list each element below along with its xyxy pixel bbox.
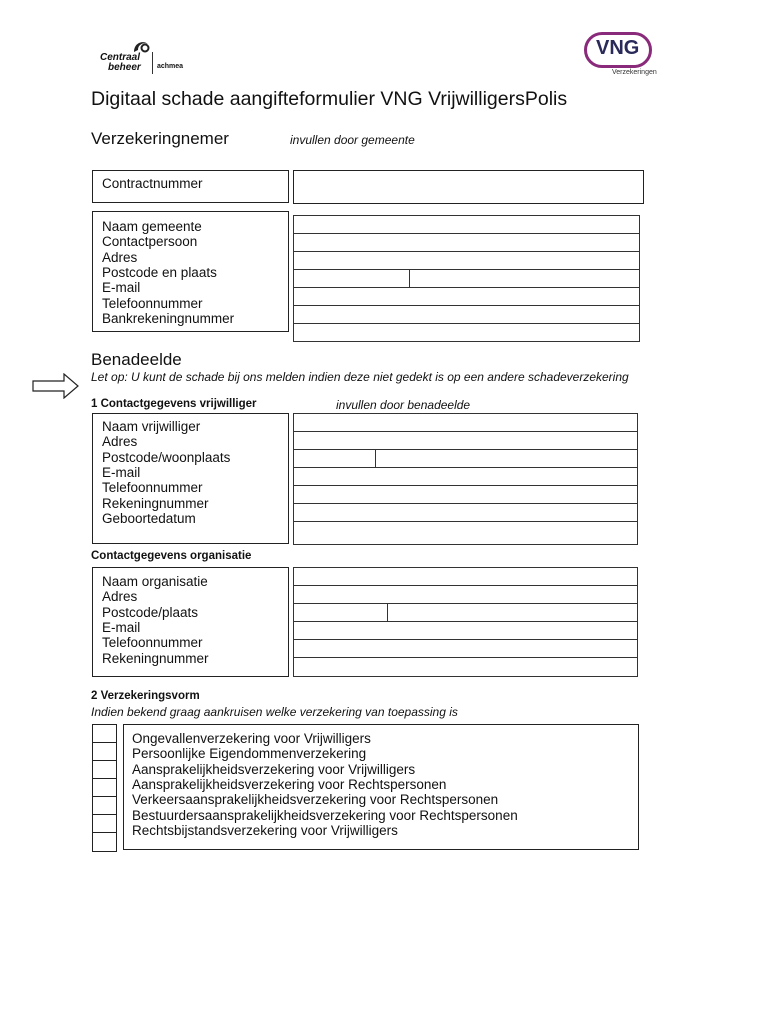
label-postcode-plaats: Postcode/plaats bbox=[102, 604, 199, 620]
contract-label: Contractnummer bbox=[102, 176, 203, 191]
label-naam-gemeente: Naam gemeente bbox=[102, 219, 202, 234]
input-postcode-plaats[interactable] bbox=[293, 269, 640, 288]
benadeelde-note: Let op: U kunt de schade bij ons melden indien deze niet gedekt is op een andere schadeverzekering bbox=[91, 370, 629, 384]
input-adres[interactable] bbox=[293, 431, 638, 450]
input-geboortedatum[interactable] bbox=[293, 521, 638, 545]
vrijwilliger-heading: 1 Contactgegevens vrijwilliger bbox=[91, 398, 257, 410]
checkbox-aansprakelijkheid-rechtspersonen[interactable] bbox=[92, 778, 117, 797]
label-adres: Adres bbox=[102, 249, 138, 265]
contract-label-box bbox=[92, 170, 289, 203]
vrijwilliger-note: invullen door benadeelde bbox=[336, 398, 471, 412]
vrijwilliger-inputs bbox=[293, 413, 638, 545]
postcode-divider bbox=[387, 604, 388, 621]
label-email: E-mail bbox=[102, 464, 141, 480]
label-adres: Adres bbox=[102, 434, 138, 450]
label-postcode-plaats: Postcode en plaats bbox=[102, 264, 217, 280]
checkbox-aansprakelijkheid-vrijwilligers[interactable] bbox=[92, 760, 117, 779]
checkbox-bestuurdersaansprakelijkheid[interactable] bbox=[92, 814, 117, 833]
centraal-beheer-logo bbox=[98, 38, 198, 74]
input-rekeningnummer[interactable] bbox=[293, 503, 638, 522]
input-naam-organisatie[interactable] bbox=[293, 567, 638, 586]
option-aansprakelijkheid-rechtspersonen: Aansprakelijkheidsverzekering voor Rechtspersonen bbox=[132, 776, 447, 792]
input-email[interactable] bbox=[293, 621, 638, 640]
logo-brand: achmea bbox=[157, 63, 184, 70]
input-telefoonnummer[interactable] bbox=[293, 639, 638, 658]
input-postcode-woonplaats[interactable] bbox=[293, 449, 638, 468]
organisatie-inputs bbox=[293, 567, 638, 677]
postcode-divider bbox=[409, 270, 410, 287]
label-naam-vrijwilliger: Naam vrijwilliger bbox=[102, 419, 201, 434]
verzekeringnemer-label-box bbox=[92, 211, 289, 332]
label-email: E-mail bbox=[102, 619, 141, 635]
page-title: Digitaal schade aangifteformulier VNG VrijwilligersPolis bbox=[91, 88, 568, 110]
option-eigendommen: Persoonlijke Eigendommenverzekering bbox=[132, 746, 367, 762]
label-rekeningnummer: Rekeningnummer bbox=[102, 495, 209, 511]
input-contactpersoon[interactable] bbox=[293, 233, 640, 252]
postcode-divider bbox=[375, 450, 376, 467]
label-telefoonnummer: Telefoonnummer bbox=[102, 635, 203, 651]
input-naam-vrijwilliger[interactable] bbox=[293, 413, 638, 432]
input-naam-gemeente[interactable] bbox=[293, 215, 640, 234]
option-bestuurdersaansprakelijkheid: Bestuurdersaansprakelijkheidsverzekering voor Rechtspersonen bbox=[132, 807, 518, 823]
verzekeringsvorm-checkboxes bbox=[92, 724, 117, 852]
input-adres[interactable] bbox=[293, 251, 640, 270]
vrijwilliger-label-box bbox=[92, 413, 289, 544]
label-adres: Adres bbox=[102, 589, 138, 605]
verzekeringsvorm-options-box bbox=[123, 724, 639, 850]
checkbox-ongevallen[interactable] bbox=[92, 724, 117, 743]
input-postcode-plaats[interactable] bbox=[293, 603, 638, 622]
checkbox-eigendommen[interactable] bbox=[92, 742, 117, 761]
checkbox-verkeersaansprakelijkheid[interactable] bbox=[92, 796, 117, 815]
organisatie-heading: Contactgegevens organisatie bbox=[91, 550, 252, 562]
input-bankrekeningnummer[interactable] bbox=[293, 323, 640, 342]
label-email: E-mail bbox=[102, 280, 141, 296]
option-rechtsbijstand: Rechtsbijstandsverzekering voor Vrijwilligers bbox=[132, 822, 398, 838]
label-naam-organisatie: Naam organisatie bbox=[102, 574, 208, 589]
label-bankrekeningnummer: Bankrekeningnummer bbox=[102, 310, 235, 326]
logo-line2: beheer bbox=[108, 62, 141, 73]
arrow-right-icon bbox=[32, 373, 80, 399]
label-contactpersoon: Contactpersoon bbox=[102, 234, 198, 250]
logo-divider bbox=[152, 52, 153, 74]
input-email[interactable] bbox=[293, 467, 638, 486]
input-telefoonnummer[interactable] bbox=[293, 485, 638, 504]
label-geboortedatum: Geboortedatum bbox=[102, 510, 196, 526]
input-rekeningnummer[interactable] bbox=[293, 657, 638, 677]
label-rekeningnummer: Rekeningnummer bbox=[102, 650, 209, 666]
option-ongevallen: Ongevallenverzekering voor Vrijwilligers bbox=[132, 731, 371, 746]
verzekeringsvorm-note: Indien bekend graag aankruisen welke verzekering van toepassing is bbox=[91, 705, 458, 719]
input-adres[interactable] bbox=[293, 585, 638, 604]
verzekeringnemer-inputs bbox=[293, 215, 640, 327]
contract-input[interactable] bbox=[293, 170, 644, 204]
benadeelde-heading: Benadeelde bbox=[91, 350, 182, 369]
label-telefoonnummer: Telefoonnummer bbox=[102, 295, 203, 311]
verzekeringsvorm-heading: 2 Verzekeringsvorm bbox=[91, 690, 200, 702]
logo-line1: Centraal bbox=[100, 52, 141, 63]
label-postcode-woonplaats: Postcode/woonplaats bbox=[102, 449, 231, 465]
vng-tagline: Verzekeringen bbox=[612, 69, 657, 76]
verzekeringnemer-heading: Verzekeringnemer bbox=[91, 129, 229, 148]
checkbox-rechtsbijstand[interactable] bbox=[92, 832, 117, 852]
verzekeringnemer-note: invullen door gemeente bbox=[290, 133, 415, 147]
option-verkeersaansprakelijkheid: Verkeersaansprakelijkheidsverzekering voor Rechtspersonen bbox=[132, 792, 499, 808]
label-telefoonnummer: Telefoonnummer bbox=[102, 480, 203, 496]
option-aansprakelijkheid-vrijwilligers: Aansprakelijkheidsverzekering voor Vrijwilligers bbox=[132, 761, 416, 777]
organisatie-label-box bbox=[92, 567, 289, 677]
input-telefoonnummer[interactable] bbox=[293, 305, 640, 324]
vng-abbr: VNG bbox=[596, 37, 640, 59]
vng-logo bbox=[582, 30, 664, 80]
input-email[interactable] bbox=[293, 287, 640, 306]
